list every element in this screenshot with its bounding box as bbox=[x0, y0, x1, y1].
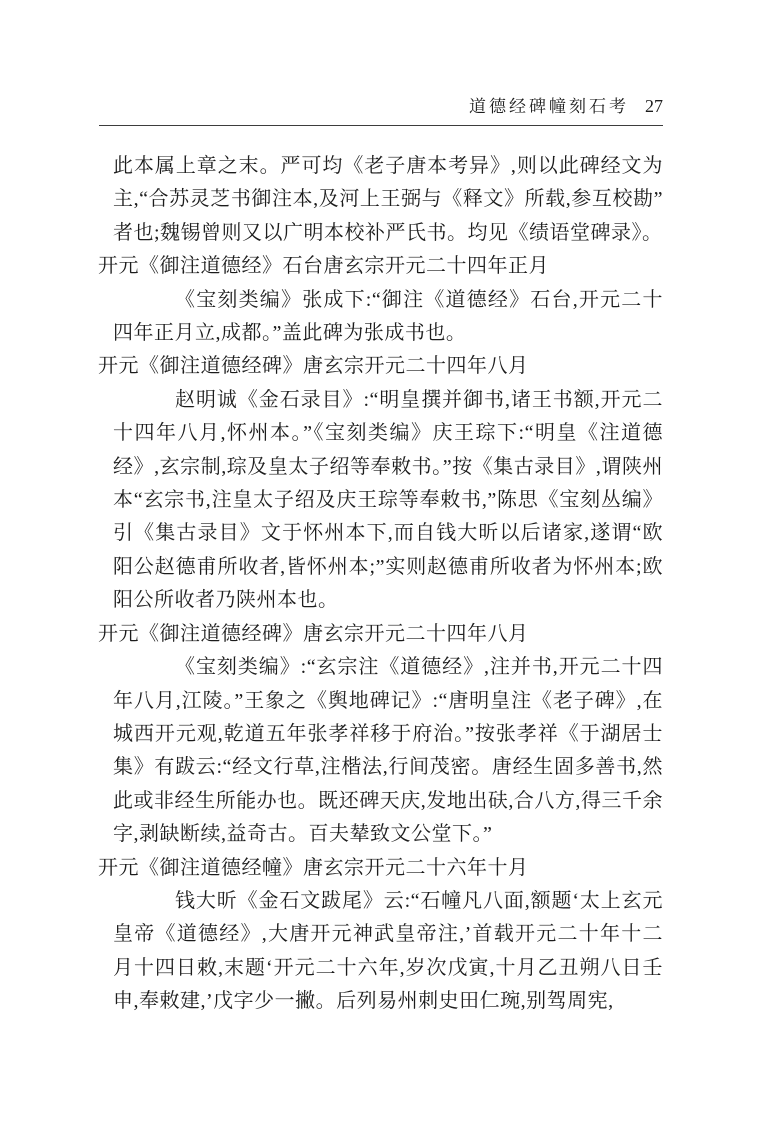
entry-paragraph-4: 钱大昕《金石文跋尾》云:“石幢凡八面,额题‘太上玄元皇帝《道德经》,大唐开元神武皇帝注,’首载开元二十年十二月十四日敕,末题‘开元二十六年,岁次戊寅,十月乙丑朔八日壬申,奉敕建,’戊字少一撇。后列易州刺史田仁琬,别驾周宪, bbox=[113, 889, 663, 1013]
entry-heading-1: 开元《御注道德经》石台唐玄宗开元二十四年正月 bbox=[98, 255, 549, 278]
page-number: 27 bbox=[645, 96, 663, 116]
entry-heading-3: 开元《御注道德经碑》唐玄宗开元二十四年八月 bbox=[98, 622, 529, 645]
entry-paragraph-2: 赵明诚《金石录目》:“明皇撰并御书,诸王书额,开元二十四年八月,怀州本。”《宝刻类编》庆王琮下:“明皇《注道德经》,玄宗制,琮及皇太子绍等奉敕书。”按《集古录目》,谓陕州本“玄宗书,注皇太子绍及庆王琮等奉敕书,”陈思《宝刻丛编》引《集古录目》文于怀州本下,而自钱大昕以后诸家,遂谓“欧阳公赵德甫所收者,皆怀州本;”实则赵德甫所收者为怀州本;欧阳公所收者乃陕州本也。 bbox=[113, 388, 663, 612]
paragraph-continuation: 此本属上章之末。严可均《老子唐本考异》,则以此碑经文为主,“合苏灵芝书御注本,及河上王弼与《释文》所载,参互校勘”者也;魏锡曾则又以广明本校补严氏书。均见《绩语堂碑录》。 bbox=[113, 155, 663, 244]
entry-heading-2: 开元《御注道德经碑》唐玄宗开元二十四年八月 bbox=[98, 355, 529, 378]
entry-paragraph-1: 《宝刻类编》张成下:“御注《道德经》石台,开元二十四年正月立,成都。”盖此碑为张成书也。 bbox=[113, 288, 663, 345]
header-rule bbox=[99, 125, 663, 126]
running-header-title: 道德经碑幢刻石考 bbox=[469, 97, 629, 116]
running-header bbox=[98, 92, 663, 117]
entry-paragraph-3: 《宝刻类编》:“玄宗注《道德经》,注并书,开元二十四年八月,江陵。”王象之《舆地碑记》:“唐明皇注《老子碑》,在城西开元观,乾道五年张孝祥移于府治。”按张孝祥《于湖居士集》有跋云:“经文行草,注楷法,行间茂密。唐经生固多善书,然此或非经生所能办也。既还碑天庆,发地出砆,合八方,得三千余字,剥缺断续,益奇古。百夫辇致文公堂下。” bbox=[113, 656, 663, 846]
entry-heading-4: 开元《御注道德经幢》唐玄宗开元二十六年十月 bbox=[98, 856, 529, 879]
page-body bbox=[98, 150, 663, 1019]
